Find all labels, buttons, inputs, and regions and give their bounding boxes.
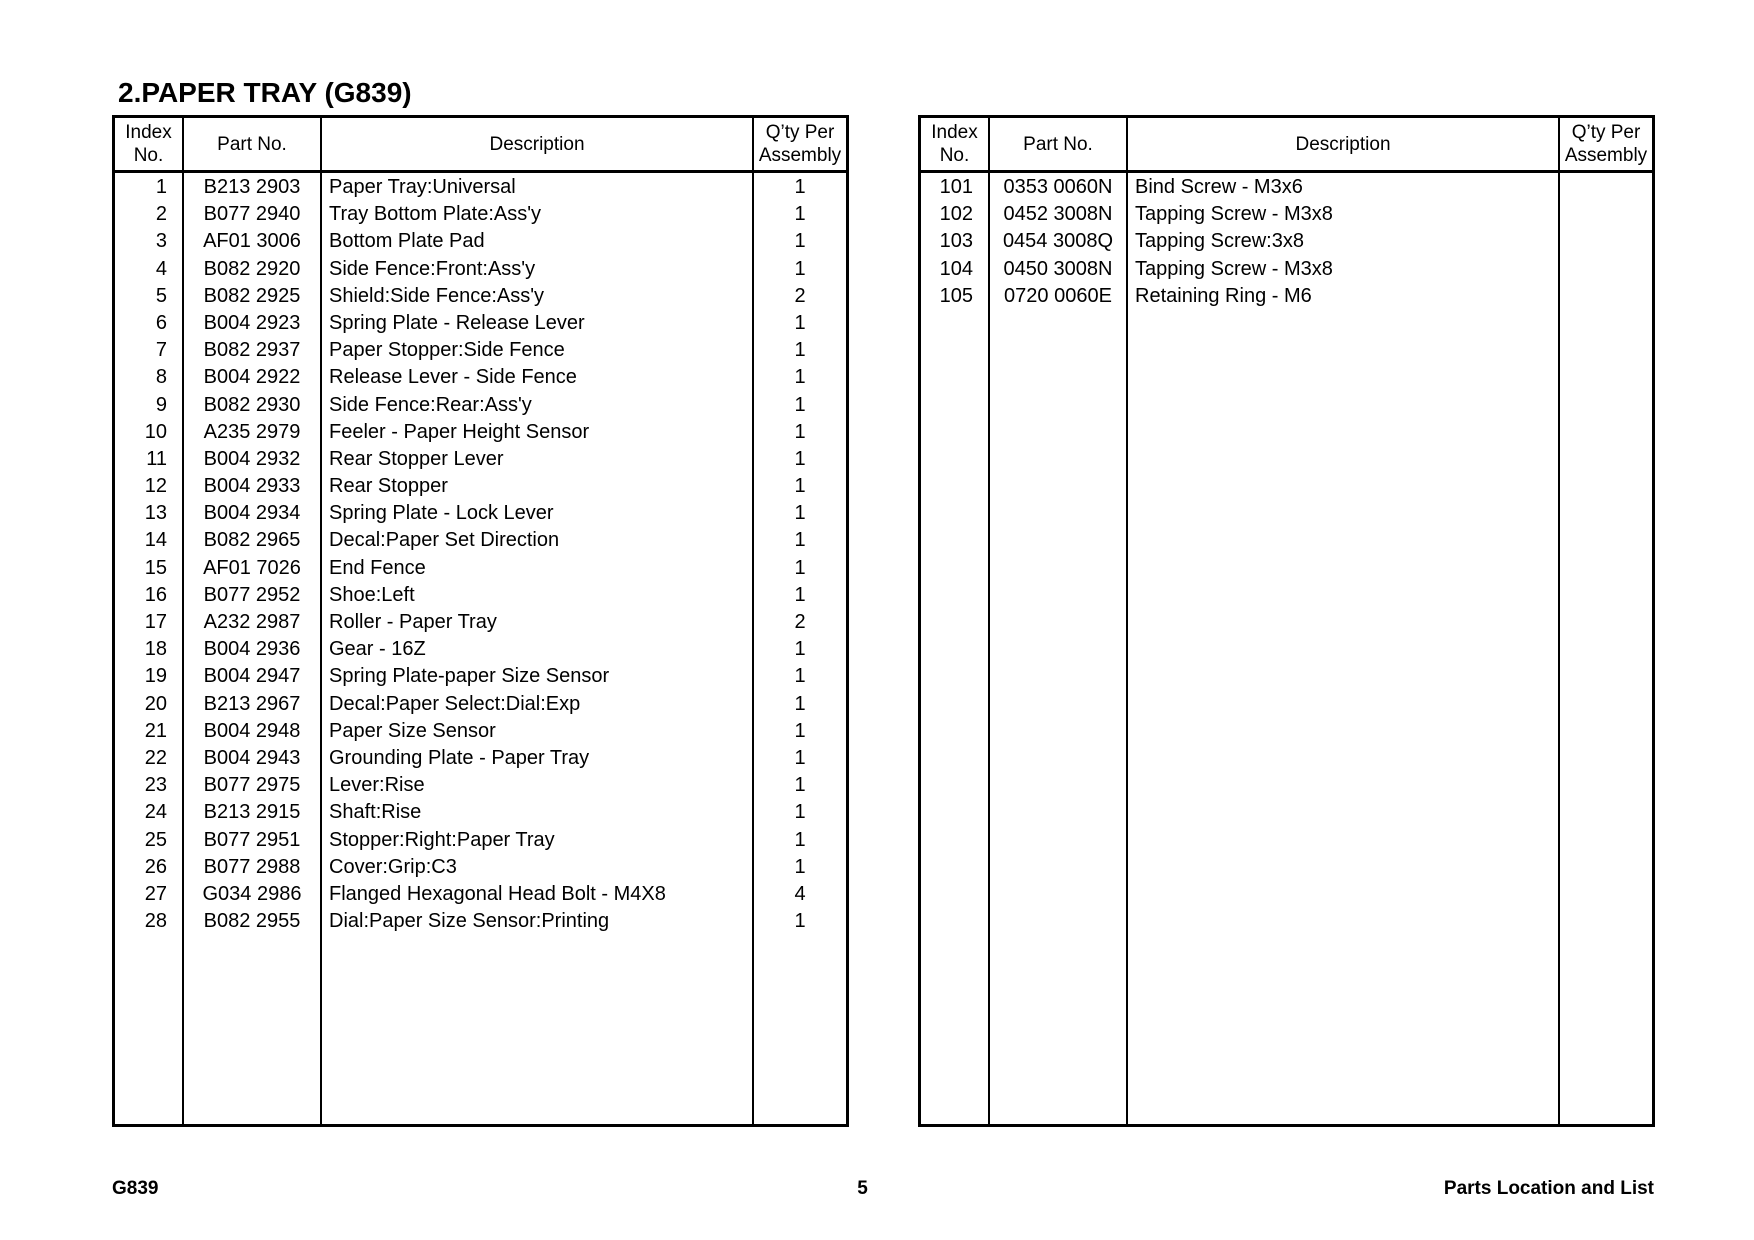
row-quantity: 1 <box>794 719 806 742</box>
row-part-no: AF01 3006 <box>203 230 301 253</box>
table-row <box>115 799 846 826</box>
row-index: 4 <box>155 257 167 280</box>
row-quantity: 1 <box>794 447 806 470</box>
table-row <box>115 500 846 527</box>
row-quantity: 1 <box>794 692 806 715</box>
row-index: 15 <box>144 556 167 579</box>
parts-table-left <box>112 115 849 1127</box>
table-row <box>115 718 846 745</box>
row-description: Tray Bottom Plate:Ass'y <box>329 203 542 226</box>
row-index: 21 <box>144 719 167 742</box>
row-quantity: 1 <box>794 583 806 606</box>
row-description: Bind Screw - M3x6 <box>1135 176 1303 198</box>
table-row <box>115 337 846 364</box>
row-description: Dial:Paper Size Sensor:Printing <box>329 910 610 933</box>
row-quantity: 1 <box>794 556 806 579</box>
row-quantity: 1 <box>794 230 806 253</box>
page-title: 2.PAPER TRAY (G839) <box>118 77 412 108</box>
row-index: 28 <box>144 910 167 933</box>
row-description: Decal:Paper Select:Dial:Exp <box>329 692 581 715</box>
table-row <box>115 636 846 663</box>
header-part-no: Part No. <box>1023 133 1093 155</box>
row-part-no: B077 2975 <box>203 774 301 797</box>
header-description: Description <box>489 133 585 155</box>
row-index: 14 <box>144 529 167 552</box>
header-divider <box>115 170 846 173</box>
row-part-no: 0452 3008N <box>1003 203 1113 226</box>
table-row <box>115 663 846 690</box>
row-index: 8 <box>155 366 167 389</box>
row-index: 13 <box>144 502 167 525</box>
row-part-no: 0720 0060E <box>1004 284 1112 307</box>
row-part-no: B004 2943 <box>203 746 301 769</box>
row-index: 9 <box>155 393 167 416</box>
row-description: Rear Stopper Lever <box>329 447 504 470</box>
header-divider <box>921 170 1652 173</box>
table-row <box>115 419 846 446</box>
row-index: 12 <box>144 475 167 498</box>
row-quantity: 1 <box>794 801 806 824</box>
row-part-no: A232 2987 <box>203 611 301 633</box>
row-description: Lever:Rise <box>329 774 425 797</box>
row-quantity: 1 <box>794 420 806 443</box>
row-description: Roller - Paper Tray <box>329 611 497 633</box>
row-part-no: B082 2930 <box>203 393 301 416</box>
table-row <box>115 256 846 283</box>
header-quantity: Q’ty Per Assembly <box>1564 122 1648 166</box>
row-index: 19 <box>144 665 167 688</box>
row-index: 24 <box>144 801 167 824</box>
row-description: Shaft:Rise <box>329 801 422 824</box>
row-part-no: B082 2920 <box>203 257 301 280</box>
table-row <box>921 283 1652 310</box>
header-quantity: Q’ty Per Assembly <box>758 122 842 166</box>
row-description: Stopper:Right:Paper Tray <box>329 828 555 851</box>
row-part-no: B082 2965 <box>203 529 301 552</box>
table-row <box>115 473 846 500</box>
row-part-no: B213 2903 <box>203 176 301 198</box>
table-row <box>115 582 846 609</box>
row-part-no: B082 2925 <box>203 284 301 307</box>
row-index: 104 <box>939 257 973 280</box>
row-description: Decal:Paper Set Direction <box>329 529 560 552</box>
header-index: Index No. <box>931 122 978 166</box>
row-quantity: 1 <box>794 311 806 334</box>
row-part-no: B077 2988 <box>203 855 301 878</box>
row-quantity: 1 <box>794 203 806 226</box>
row-description: Spring Plate - Lock Lever <box>329 502 554 525</box>
row-index: 20 <box>144 692 167 715</box>
row-description: Grounding Plate - Paper Tray <box>329 746 590 769</box>
table-row <box>921 174 1652 201</box>
row-part-no: B004 2936 <box>203 638 301 661</box>
table-row <box>921 256 1652 283</box>
row-description: Spring Plate - Release Lever <box>329 311 585 334</box>
row-index: 23 <box>144 774 167 797</box>
row-part-no: A235 2979 <box>203 420 301 443</box>
row-part-no: B004 2923 <box>203 311 301 334</box>
table-row <box>115 772 846 799</box>
row-quantity: 1 <box>794 638 806 661</box>
table-row <box>115 446 846 473</box>
row-description: Feeler - Paper Height Sensor <box>329 420 590 443</box>
table-row <box>115 201 846 228</box>
table-row <box>115 527 846 554</box>
table-body-right <box>921 174 1652 310</box>
row-quantity: 4 <box>794 882 806 905</box>
table-row <box>115 609 846 636</box>
table-body-left <box>115 174 846 935</box>
footer-page-number: 5 <box>857 1178 868 1199</box>
row-index: 18 <box>144 638 167 661</box>
row-description: Side Fence:Rear:Ass'y <box>329 393 532 416</box>
row-description: Paper Tray:Universal <box>329 176 516 198</box>
row-description: Side Fence:Front:Ass'y <box>329 257 536 280</box>
table-row <box>115 392 846 419</box>
row-description: Spring Plate-paper Size Sensor <box>329 665 610 688</box>
row-description: Rear Stopper <box>329 475 448 498</box>
row-index: 16 <box>144 583 167 606</box>
row-quantity: 1 <box>794 665 806 688</box>
header-index: Index No. <box>125 122 172 166</box>
row-description: Shoe:Left <box>329 583 415 606</box>
header-part-no: Part No. <box>217 133 287 155</box>
table-row <box>921 201 1652 228</box>
row-part-no: B077 2951 <box>203 828 301 851</box>
row-index: 102 <box>939 203 973 226</box>
row-part-no: B077 2952 <box>203 583 301 606</box>
table-row <box>921 228 1652 255</box>
header-description: Description <box>1295 133 1391 155</box>
row-index: 25 <box>144 828 167 851</box>
row-index: 7 <box>155 339 167 362</box>
row-description: Cover:Grip:C3 <box>329 855 457 878</box>
table-row <box>115 228 846 255</box>
table-row <box>115 555 846 582</box>
row-part-no: B082 2955 <box>203 910 301 933</box>
row-quantity: 1 <box>794 502 806 525</box>
row-index: 2 <box>155 203 167 226</box>
row-part-no: B004 2922 <box>203 366 301 389</box>
footer-model: G839 <box>112 1178 159 1199</box>
row-index: 26 <box>144 855 167 878</box>
row-index: 27 <box>144 882 167 905</box>
row-description: Release Lever - Side Fence <box>329 366 577 389</box>
table-row <box>115 174 846 201</box>
table-row <box>115 691 846 718</box>
row-part-no: 0353 0060N <box>1003 176 1113 198</box>
row-description: Tapping Screw - M3x8 <box>1135 257 1333 280</box>
row-index: 11 <box>146 447 167 470</box>
table-row <box>115 908 846 935</box>
row-index: 103 <box>939 230 973 253</box>
row-quantity: 1 <box>794 910 806 933</box>
row-quantity: 1 <box>794 828 806 851</box>
row-part-no: B004 2934 <box>203 502 301 525</box>
row-index: 101 <box>939 176 973 198</box>
row-quantity: 2 <box>794 611 806 633</box>
row-part-no: B213 2967 <box>203 692 301 715</box>
row-quantity: 1 <box>794 529 806 552</box>
row-description: Tapping Screw:3x8 <box>1135 230 1304 253</box>
row-part-no: B004 2947 <box>203 665 301 688</box>
row-part-no: G034 2986 <box>202 882 302 905</box>
row-part-no: B004 2933 <box>203 475 301 498</box>
row-description: Bottom Plate Pad <box>329 230 485 253</box>
row-part-no: 0450 3008N <box>1003 257 1113 280</box>
row-index: 1 <box>155 176 167 198</box>
table-row <box>115 364 846 391</box>
row-quantity: 1 <box>794 366 806 389</box>
row-quantity: 1 <box>794 855 806 878</box>
parts-table-right <box>918 115 1655 1127</box>
footer-section-title: Parts Location and List <box>1443 1178 1654 1199</box>
row-index: 6 <box>155 311 167 334</box>
row-part-no: AF01 7026 <box>203 556 301 579</box>
row-quantity: 1 <box>794 176 806 198</box>
row-index: 22 <box>144 746 167 769</box>
table-row <box>115 283 846 310</box>
row-description: Retaining Ring - M6 <box>1135 284 1312 307</box>
row-quantity: 1 <box>794 774 806 797</box>
row-description: Shield:Side Fence:Ass'y <box>329 284 545 307</box>
table-row <box>115 827 846 854</box>
row-index: 105 <box>939 284 973 307</box>
table-row <box>115 881 846 908</box>
row-index: 3 <box>155 230 167 253</box>
row-quantity: 1 <box>794 475 806 498</box>
row-quantity: 1 <box>794 746 806 769</box>
row-part-no: B004 2932 <box>203 447 301 470</box>
row-index: 10 <box>144 420 167 443</box>
row-part-no: B077 2940 <box>203 203 301 226</box>
row-description: End Fence <box>329 556 426 579</box>
row-index: 17 <box>144 611 167 633</box>
row-quantity: 1 <box>794 393 806 416</box>
row-part-no: B082 2937 <box>203 339 301 362</box>
row-quantity: 1 <box>794 339 806 362</box>
table-row <box>115 854 846 881</box>
row-description: Tapping Screw - M3x8 <box>1135 203 1333 226</box>
row-part-no: 0454 3008Q <box>1002 230 1114 253</box>
row-description: Paper Stopper:Side Fence <box>329 339 565 362</box>
table-row <box>115 745 846 772</box>
row-quantity: 2 <box>794 284 806 307</box>
row-description: Paper Size Sensor <box>329 719 496 742</box>
row-part-no: B004 2948 <box>203 719 301 742</box>
row-part-no: B213 2915 <box>203 801 301 824</box>
row-description: Flanged Hexagonal Head Bolt - M4X8 <box>329 882 666 905</box>
row-description: Gear - 16Z <box>329 638 426 661</box>
table-row <box>115 310 846 337</box>
row-index: 5 <box>155 284 167 307</box>
row-quantity: 1 <box>794 257 806 280</box>
